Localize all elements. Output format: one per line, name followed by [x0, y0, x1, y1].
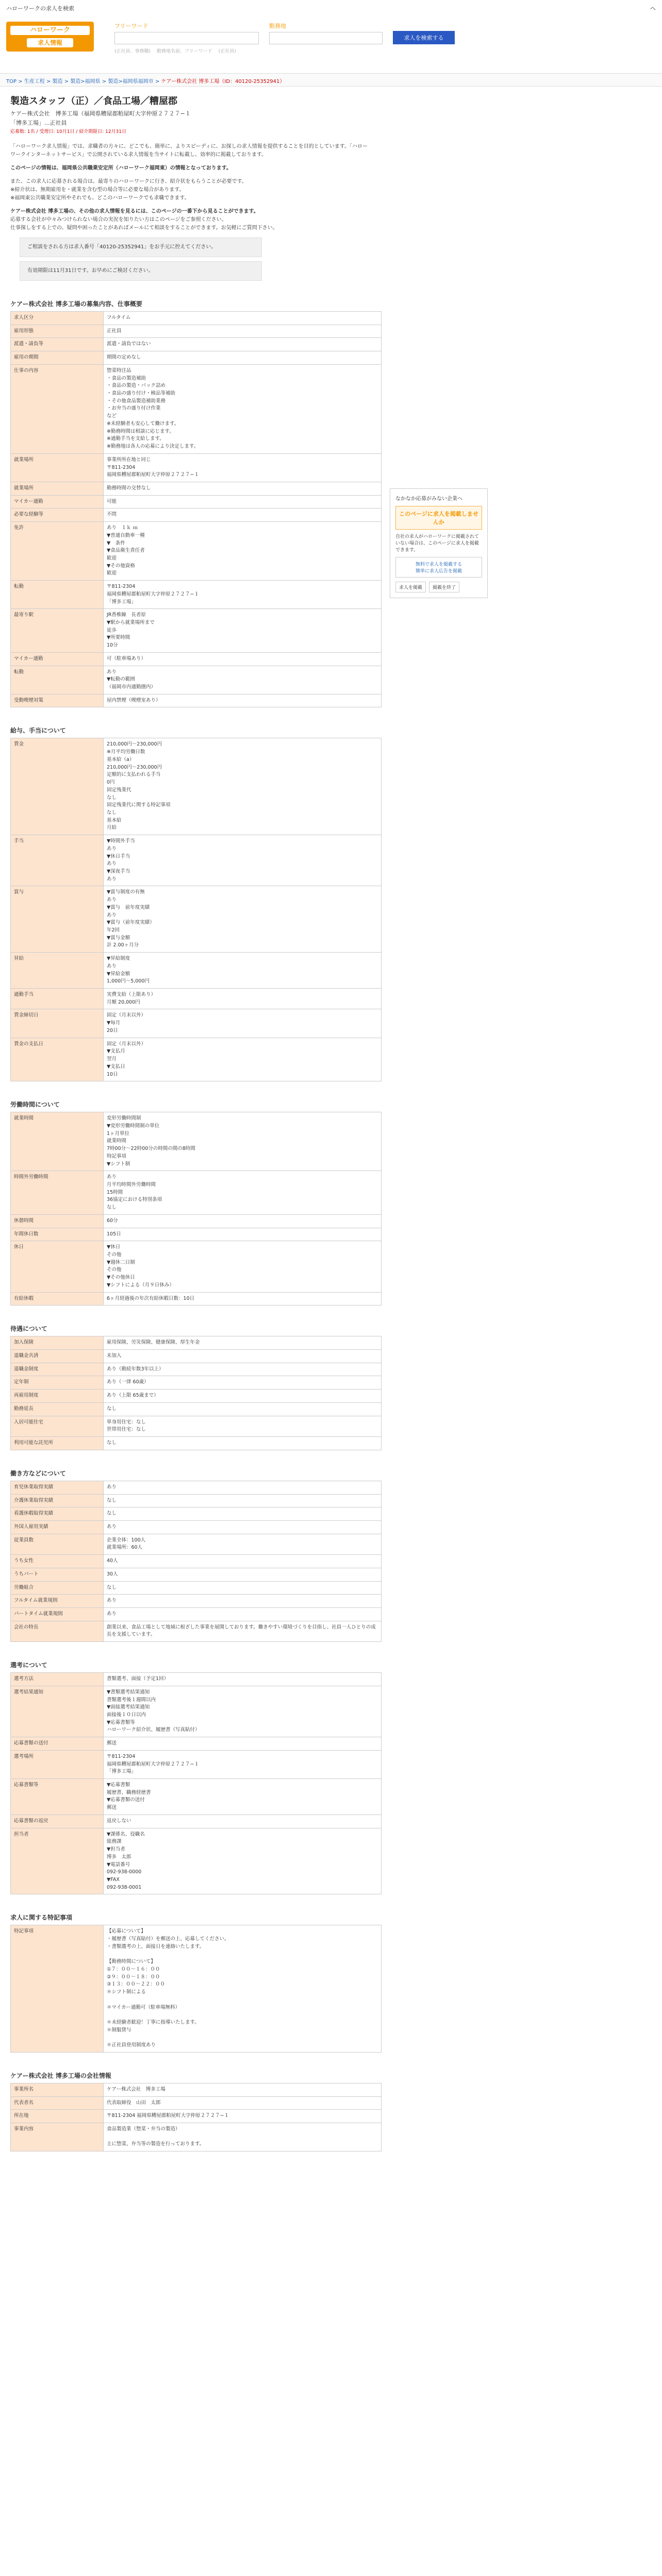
row-value: あり（勤続年数3年以上） [104, 1363, 382, 1376]
row-value: なし [104, 1581, 382, 1595]
info-table [10, 311, 382, 707]
row-label: フルタイム就業規則 [11, 1595, 104, 1608]
row-value: 固定（月末以外） ▼毎月 20日 [104, 1009, 382, 1038]
row-label: 派遣・請負等 [11, 338, 104, 351]
table-row [11, 1555, 382, 1568]
breadcrumb-item[interactable]: 製造>福岡県 [70, 79, 101, 84]
sidebar-buttons [395, 582, 482, 592]
keyword-input[interactable] [114, 32, 259, 44]
row-label: 就業場所 [11, 453, 104, 482]
row-label: 定年制 [11, 1376, 104, 1389]
row-label: 労働組合 [11, 1581, 104, 1595]
notice-apply-text: また、この求人に応募される場合は、最寄りのハローワークに行き、紹介状をもらうことが必要です。 [10, 179, 247, 184]
company-line: ケアー株式会社 博多工場（福岡県糟屋郡粕屋町大字仲原２７２７−１ [10, 110, 191, 117]
notice-help: 応募する会社が中々みつけられない場合の実況を知りたい方はこのページをご参照ください。 [10, 217, 227, 223]
row-value: あり １ｋ ｍ ▼普通自動車一種 ▼ 条件 ▼食品衛生責任者 歓迎 ▼その他資格 歓迎 [104, 522, 382, 581]
company-subline: 「博多工場」...正社員 [10, 120, 67, 126]
table-row [11, 2123, 382, 2151]
search-form [114, 22, 455, 44]
row-label: 最寄り駅 [11, 609, 104, 653]
row-value: 未加入 [104, 1350, 382, 1363]
table-row [11, 2083, 382, 2096]
row-value: JR香椎線 長者原 ▼駅から就業場所まで 徒歩 ▼所要時間 10分 [104, 609, 382, 653]
row-label: 退職金共済 [11, 1350, 104, 1363]
table-row [11, 652, 382, 666]
row-label: 賃金締切日 [11, 1009, 104, 1038]
row-value: あり [104, 1607, 382, 1621]
row-label: 雇用の期間 [11, 351, 104, 365]
table-row [11, 1402, 382, 1416]
table-row [11, 835, 382, 886]
row-value: 惣菜特注品 ・食品の製造補助 ・食品の製造・パック詰め ・食品の盛り付け・検品等補助 ・その他食品製造補助業務 ・お弁当の盛り付け作業 など ※未経験者も安心して働けます。 ※勤務時間は相談に応じます。 ※通勤手当を支給します。 ※勤務地は各人の応募により決定します。 [104, 364, 382, 453]
row-value: 勤務時間の交替なし [104, 482, 382, 495]
info-table [10, 1112, 382, 1306]
table-row [11, 1336, 382, 1350]
row-value: 代表取締役 山田 太郎 [104, 2096, 382, 2110]
table-row [11, 1038, 382, 1081]
info-table [10, 1672, 382, 1894]
table-row [11, 1241, 382, 1292]
sidebar-ad [390, 488, 488, 598]
row-value: なし [104, 1494, 382, 1507]
table-row [11, 1507, 382, 1521]
table-row [11, 325, 382, 338]
table-row [11, 312, 382, 325]
row-value: ▼時間外手当 あり ▼休日手当 あり ▼深夜手当 あり [104, 835, 382, 886]
row-label: 雇用形態 [11, 325, 104, 338]
sidebar-link[interactable]: 簡単に求人広告を掲載 [415, 569, 462, 574]
table-row [11, 509, 382, 522]
table-row [11, 1750, 382, 1778]
top-bar [0, 0, 662, 16]
breadcrumb-item[interactable]: 製造 [52, 79, 63, 84]
search-hint: (正社員) [218, 49, 236, 54]
row-label: 加入保険 [11, 1336, 104, 1350]
table-row [11, 1171, 382, 1215]
row-value: あり ▼転勤の範囲 （福岡市内通勤圏内） [104, 666, 382, 694]
row-label: 転勤 [11, 666, 104, 694]
row-value: 単身用住宅：なし 世帯用住宅：なし [104, 1416, 382, 1436]
breadcrumb: TOP > 生産工程 > 製造 > 製造>福岡県 > 製造>福岡県福岡市 > ケアー株式会社 博多工場（ID：40120-25352941） [0, 73, 662, 87]
row-label: 育児休業取得実績 [11, 1481, 104, 1494]
row-value: 不問 [104, 509, 382, 522]
notice-other-jobs: ケアー株式会社 博多工場の、その他の求人情報を見るには、このページの一番下から見ることができます。 [10, 209, 259, 214]
table-row [11, 694, 382, 707]
table-row [11, 338, 382, 351]
row-label: うちパート [11, 1568, 104, 1581]
notice-source: このページの情報は、福岡県公共職業安定所（ハローワーク福岡東）の情報となっております。 [10, 165, 231, 171]
top-right-link[interactable]: ヘ [650, 5, 656, 12]
main-content [0, 87, 382, 2159]
row-value: あり（上限 65歳まで） [104, 1389, 382, 1403]
table-row [11, 1779, 382, 1815]
table-row [11, 1925, 382, 2053]
row-label: 選考方法 [11, 1673, 104, 1686]
row-label: 特記事項 [11, 1925, 104, 2053]
row-value: 創業以来、食品工場として地域に根ざした事業を展開しております。働きやすい環境づくりを目指し、社員一人ひとりの成長を支援しています。 [104, 1621, 382, 1641]
table-row [11, 1534, 382, 1554]
table-row [11, 1389, 382, 1403]
row-value: 派遣・請負ではない [104, 338, 382, 351]
row-label: 時間外労働時間 [11, 1171, 104, 1215]
row-label: 転勤 [11, 581, 104, 609]
place-label: 勤務地 [269, 23, 286, 29]
breadcrumb-item[interactable]: 製造>福岡県福岡市 [108, 79, 154, 84]
row-value: 実費支給（上限あり） 月額 20,000円 [104, 989, 382, 1009]
table-row [11, 1607, 382, 1621]
search-hints [114, 47, 455, 54]
table-row [11, 1494, 382, 1507]
row-value: ▼賞与制度の有無 あり ▼賞与 前年度実績 あり ▼賞与（前年度実績） 年2回 ▼賞与金額 計 2.00ヶ月分 [104, 886, 382, 953]
row-label: 事業所名 [11, 2083, 104, 2096]
row-label: 就業時間 [11, 1112, 104, 1171]
table-row [11, 1363, 382, 1376]
table-row [11, 364, 382, 453]
notice-apply-note2: ※福岡東公共職業安定所やそれでも、どこのハローワークでも求職できます。 [10, 195, 190, 201]
table-row [11, 1350, 382, 1363]
table-row [11, 1828, 382, 1894]
row-value: 企業全体：100人 就業場所：60人 [104, 1534, 382, 1554]
row-value: 食品製造業（惣菜・弁当の製造） 主に惣菜、弁当等の製造を行っております。 [104, 2123, 382, 2151]
logo-line-1: ハローワーク [10, 26, 90, 35]
search-hint: 勤務地名前、フリーワード [157, 49, 212, 54]
row-value: 105日 [104, 1228, 382, 1241]
row-value: 60分 [104, 1214, 382, 1228]
row-label: 再雇用制度 [11, 1389, 104, 1403]
row-value: 屋内禁煙（喫煙室あり） [104, 694, 382, 707]
row-label: 選考結果通知 [11, 1686, 104, 1737]
table-row [11, 495, 382, 509]
row-value: あり（一律 60歳） [104, 1376, 382, 1389]
sidebar-link-box [395, 557, 482, 578]
table-row [11, 1376, 382, 1389]
place-input[interactable] [269, 32, 383, 44]
row-value: 正社員 [104, 325, 382, 338]
table-row [11, 989, 382, 1009]
table-row [11, 1416, 382, 1436]
table-row [11, 1520, 382, 1534]
section-title: 労働時間について [10, 1101, 60, 1109]
row-label: 求人区分 [11, 312, 104, 325]
row-label: 選考場所 [11, 1750, 104, 1778]
row-value: ▼休日 その他 ▼週休二日制 その他 ▼その他休日 ▼シフトによる（月９日休み） [104, 1241, 382, 1292]
keyword-label: フリーワード [114, 23, 148, 29]
table-row [11, 738, 382, 835]
job-meta: 応募数: 1名 / 受理日: 10月1日 / 紹介期限日: 12月31日 [10, 129, 126, 134]
row-value: 210,000円〜230,000円 ※月平均労働日数 基本給（a） 210,000円〜230,000円 定額的に支払われる手当 0円 固定残業代 なし 固定残業代に関する特記事項 なし 基本給 月給 [104, 738, 382, 835]
post-job-button[interactable]: 求人を掲載 [395, 582, 426, 592]
row-label: 会社の特長 [11, 1621, 104, 1641]
row-value: 雇用保険、労災保険、健康保険、厚生年金 [104, 1336, 382, 1350]
table-row [11, 1815, 382, 1828]
row-value: 〒811-2304 福岡県糟屋郡粕屋町大字仲原２７２７−１ 「博多工場」 [104, 581, 382, 609]
row-label: 賞与 [11, 886, 104, 953]
table-row [11, 2096, 382, 2110]
row-value: ケアー株式会社 博多工場 [104, 2083, 382, 2096]
table-row [11, 453, 382, 482]
sidebar-title: なかなか応募がみない企業へ [395, 496, 462, 502]
notice-intro: 「ハローワーク求人情報」では、求職者の方々に、どこでも、簡単に、よりスピーディに、お探しの求人情報を提供することを目的としています。「ハローワークインターネットサービス」で公開されている求人情報を当サイトに転載し、効率的に掲載しております。 [10, 144, 368, 158]
job-title: 製造スタッフ（正）／食品工場／糟屋郡 [10, 96, 177, 107]
row-label: 介護休業取得実績 [11, 1494, 104, 1507]
row-label: 賃金 [11, 738, 104, 835]
section-title: ケアー株式会社 博多工場の募集内容、仕事概要 [10, 300, 142, 308]
row-label: 所在地 [11, 2110, 104, 2123]
row-label: 年間休日数 [11, 1228, 104, 1241]
row-label: 就業場所 [11, 482, 104, 495]
row-label: 応募書類等 [11, 1779, 104, 1815]
row-label: 仕事の内容 [11, 364, 104, 453]
end-job-button[interactable]: 掲載を終了 [429, 582, 459, 592]
row-label: 看護休暇取得実績 [11, 1507, 104, 1521]
row-value: あり [104, 1595, 382, 1608]
row-label: 退職金制度 [11, 1363, 104, 1376]
search-hint: (正社員、事務職) [114, 49, 151, 54]
table-row [11, 1595, 382, 1608]
info-table [10, 738, 382, 1081]
row-value: 30人 [104, 1568, 382, 1581]
row-label: マイカー通勤 [11, 495, 104, 509]
row-label: 必要な経験等 [11, 509, 104, 522]
row-label: 手当 [11, 835, 104, 886]
row-value: 【応募について】 ・履歴書（写真貼付）を郵送の上、応募してください。 ・書類選考の上、面接日を連絡いたします。 【勤務時間について】 ①７：００〜１６：００ ②９：００〜１８：００ ③１３：００〜２２：００ ＊シフト制による ＊マイカー通勤可（駐車場無料） ＊未経験者歓迎！丁寧に指導いたします。 ＊制服貸与 ＊正社員登用制度あり [104, 1925, 382, 2053]
row-label: 賃金の支払日 [11, 1038, 104, 1081]
sidebar-cta: このページに求人を掲載しませんか [395, 506, 482, 530]
notice-apply-note1: ※紹介状は、無期雇用を・就業を含む型の場合等に必要な場合があります。 [10, 187, 185, 193]
row-label: 応募書類の送付 [11, 1737, 104, 1751]
row-value: 郵送 [104, 1737, 382, 1751]
row-value: 可能 [104, 495, 382, 509]
row-value: あり [104, 1481, 382, 1494]
info-table [10, 1925, 382, 2053]
row-label: 外国人雇用実績 [11, 1520, 104, 1534]
notice-more [10, 208, 371, 232]
table-row [11, 1292, 382, 1306]
row-label: 休日 [11, 1241, 104, 1292]
row-label: 入居可能住宅 [11, 1416, 104, 1436]
table-row [11, 1481, 382, 1494]
row-value: 6ヶ月経過後の年次有給休暇日数：10日 [104, 1292, 382, 1306]
section-title: 給与、手当について [10, 727, 66, 735]
row-label: 受動喫煙対策 [11, 694, 104, 707]
logo-line-2: 求人情報 [27, 38, 73, 47]
table-row [11, 1437, 382, 1450]
row-label: 免許 [11, 522, 104, 581]
row-value: 40人 [104, 1555, 382, 1568]
table-row [11, 522, 382, 581]
row-value: 可（駐車場あり） [104, 652, 382, 666]
table-row [11, 1009, 382, 1038]
section-title: 求人に関する特記事項 [10, 1914, 73, 1922]
row-value: ▼課係名、役職名 総務課 ▼担当者 博多 太郎 ▼電話番号 092-938-0000 ▼FAX 092-938-0001 [104, 1828, 382, 1894]
info-table [10, 1481, 382, 1642]
row-label: 利用可能な託児所 [11, 1437, 104, 1450]
table-row [11, 351, 382, 365]
section-title: ケアー株式会社 博多工場の会社情報 [10, 2072, 111, 2079]
sidebar-desc: 自社の求人がハローワークに掲載されていない場合は、このページに求人を掲載できます。 [395, 534, 479, 553]
table-row [11, 1686, 382, 1737]
row-value: 書類選考、面接（予定1回） [104, 1673, 382, 1686]
section-title: 選考について [10, 1662, 47, 1669]
table-row [11, 1621, 382, 1641]
row-value: なし [104, 1507, 382, 1521]
table-row [11, 1228, 382, 1241]
row-label: うち女性 [11, 1555, 104, 1568]
breadcrumb-item[interactable]: TOP [6, 79, 17, 84]
row-value: 期間の定めなし [104, 351, 382, 365]
breadcrumb-current: ケアー株式会社 博多工場（ID：40120-25352941） [161, 79, 285, 84]
row-value: 固定（月末以外） ▼支払月 翌月 ▼支払日 10日 [104, 1038, 382, 1081]
row-label: 事業内容 [11, 2123, 104, 2151]
table-row [11, 482, 382, 495]
row-value: なし [104, 1402, 382, 1416]
row-value: 〒811-2304 福岡県糟屋郡粕屋町大字仲原２７２７−１ 「博多工場」 [104, 1750, 382, 1778]
table-row [11, 1112, 382, 1171]
row-label: 通勤手当 [11, 989, 104, 1009]
row-value: なし [104, 1437, 382, 1450]
table-row [11, 953, 382, 989]
row-label: 従業員数 [11, 1534, 104, 1554]
table-row [11, 609, 382, 653]
row-value: 〒811-2304 福岡県糟屋郡粕屋町大字仲原２７２７−１ [104, 2110, 382, 2123]
row-label: マイカー通勤 [11, 652, 104, 666]
table-row [11, 2110, 382, 2123]
row-value: ▼昇給制度 あり ▼昇給金額 1,000円〜5,000円 [104, 953, 382, 989]
row-label: 休憩時間 [11, 1214, 104, 1228]
row-label: 有給休暇 [11, 1292, 104, 1306]
table-row [11, 1673, 382, 1686]
table-row [11, 666, 382, 694]
section-title: 働き方などについて [10, 1469, 66, 1477]
row-label: 担当者 [11, 1828, 104, 1894]
row-label: パートタイム就業規則 [11, 1607, 104, 1621]
table-row [11, 581, 382, 609]
sidebar-link[interactable]: 無料で求人を掲載する [415, 562, 462, 567]
notice-question: 仕事探しをする上での、疑問や困ったことがあればメールにて相談をすることができます。お気軽にご質問下さい。 [10, 225, 278, 231]
section-title: 待遇について [10, 1325, 47, 1333]
row-value: フルタイム [104, 312, 382, 325]
row-value: 返戻しない [104, 1815, 382, 1828]
row-label: 勤務延長 [11, 1402, 104, 1416]
row-label: 代表者名 [11, 2096, 104, 2110]
table-row [11, 1581, 382, 1595]
notice-apply [10, 178, 371, 202]
site-logo[interactable] [6, 22, 94, 52]
row-value: ▼応募書類 履歴書、職務経歴書 ▼応募書類の送付 郵送 [104, 1779, 382, 1815]
row-value: ▼書類選考結果通知 書類選考後１週間以内 ▼面接選考結果通知 面接後１０日以内 ▼応募書類等 ハローワーク紹介状、履歴書（写真貼付） [104, 1686, 382, 1737]
table-row [11, 1214, 382, 1228]
breadcrumb-item[interactable]: 生産工程 [24, 79, 45, 84]
expiry-notice: 有効期限は11月31日です。お早めにご検討ください。 [20, 261, 262, 281]
row-label: 応募書類の返戻 [11, 1815, 104, 1828]
info-table [10, 2083, 382, 2151]
info-table [10, 1336, 382, 1450]
site-tagline: ハローワークの求人を検索 [6, 5, 74, 12]
header [0, 16, 662, 73]
search-button[interactable]: 求人を検索する [393, 31, 455, 44]
table-row [11, 1737, 382, 1751]
table-row [11, 1568, 382, 1581]
row-value: 変形労働時間制 ▼変形労働時間制の単位 1ヶ月単位 就業時間 7時00分〜22時00分の時間の間の8時間 特記事項 ▼シフト制 [104, 1112, 382, 1171]
row-value: 事業所所在地と同じ 〒811-2304 福岡県糟屋郡粕屋町大字仲原２７２７−１ [104, 453, 382, 482]
row-value: あり [104, 1520, 382, 1534]
row-label: 昇給 [11, 953, 104, 989]
row-value: あり 月平均時間外労働時間 15時間 36協定における特別条項 なし [104, 1171, 382, 1215]
job-number-notice: ご相談をされる方は求人番号「40120-25352941」をお手元に控えてください。 [20, 238, 262, 257]
table-row [11, 886, 382, 953]
